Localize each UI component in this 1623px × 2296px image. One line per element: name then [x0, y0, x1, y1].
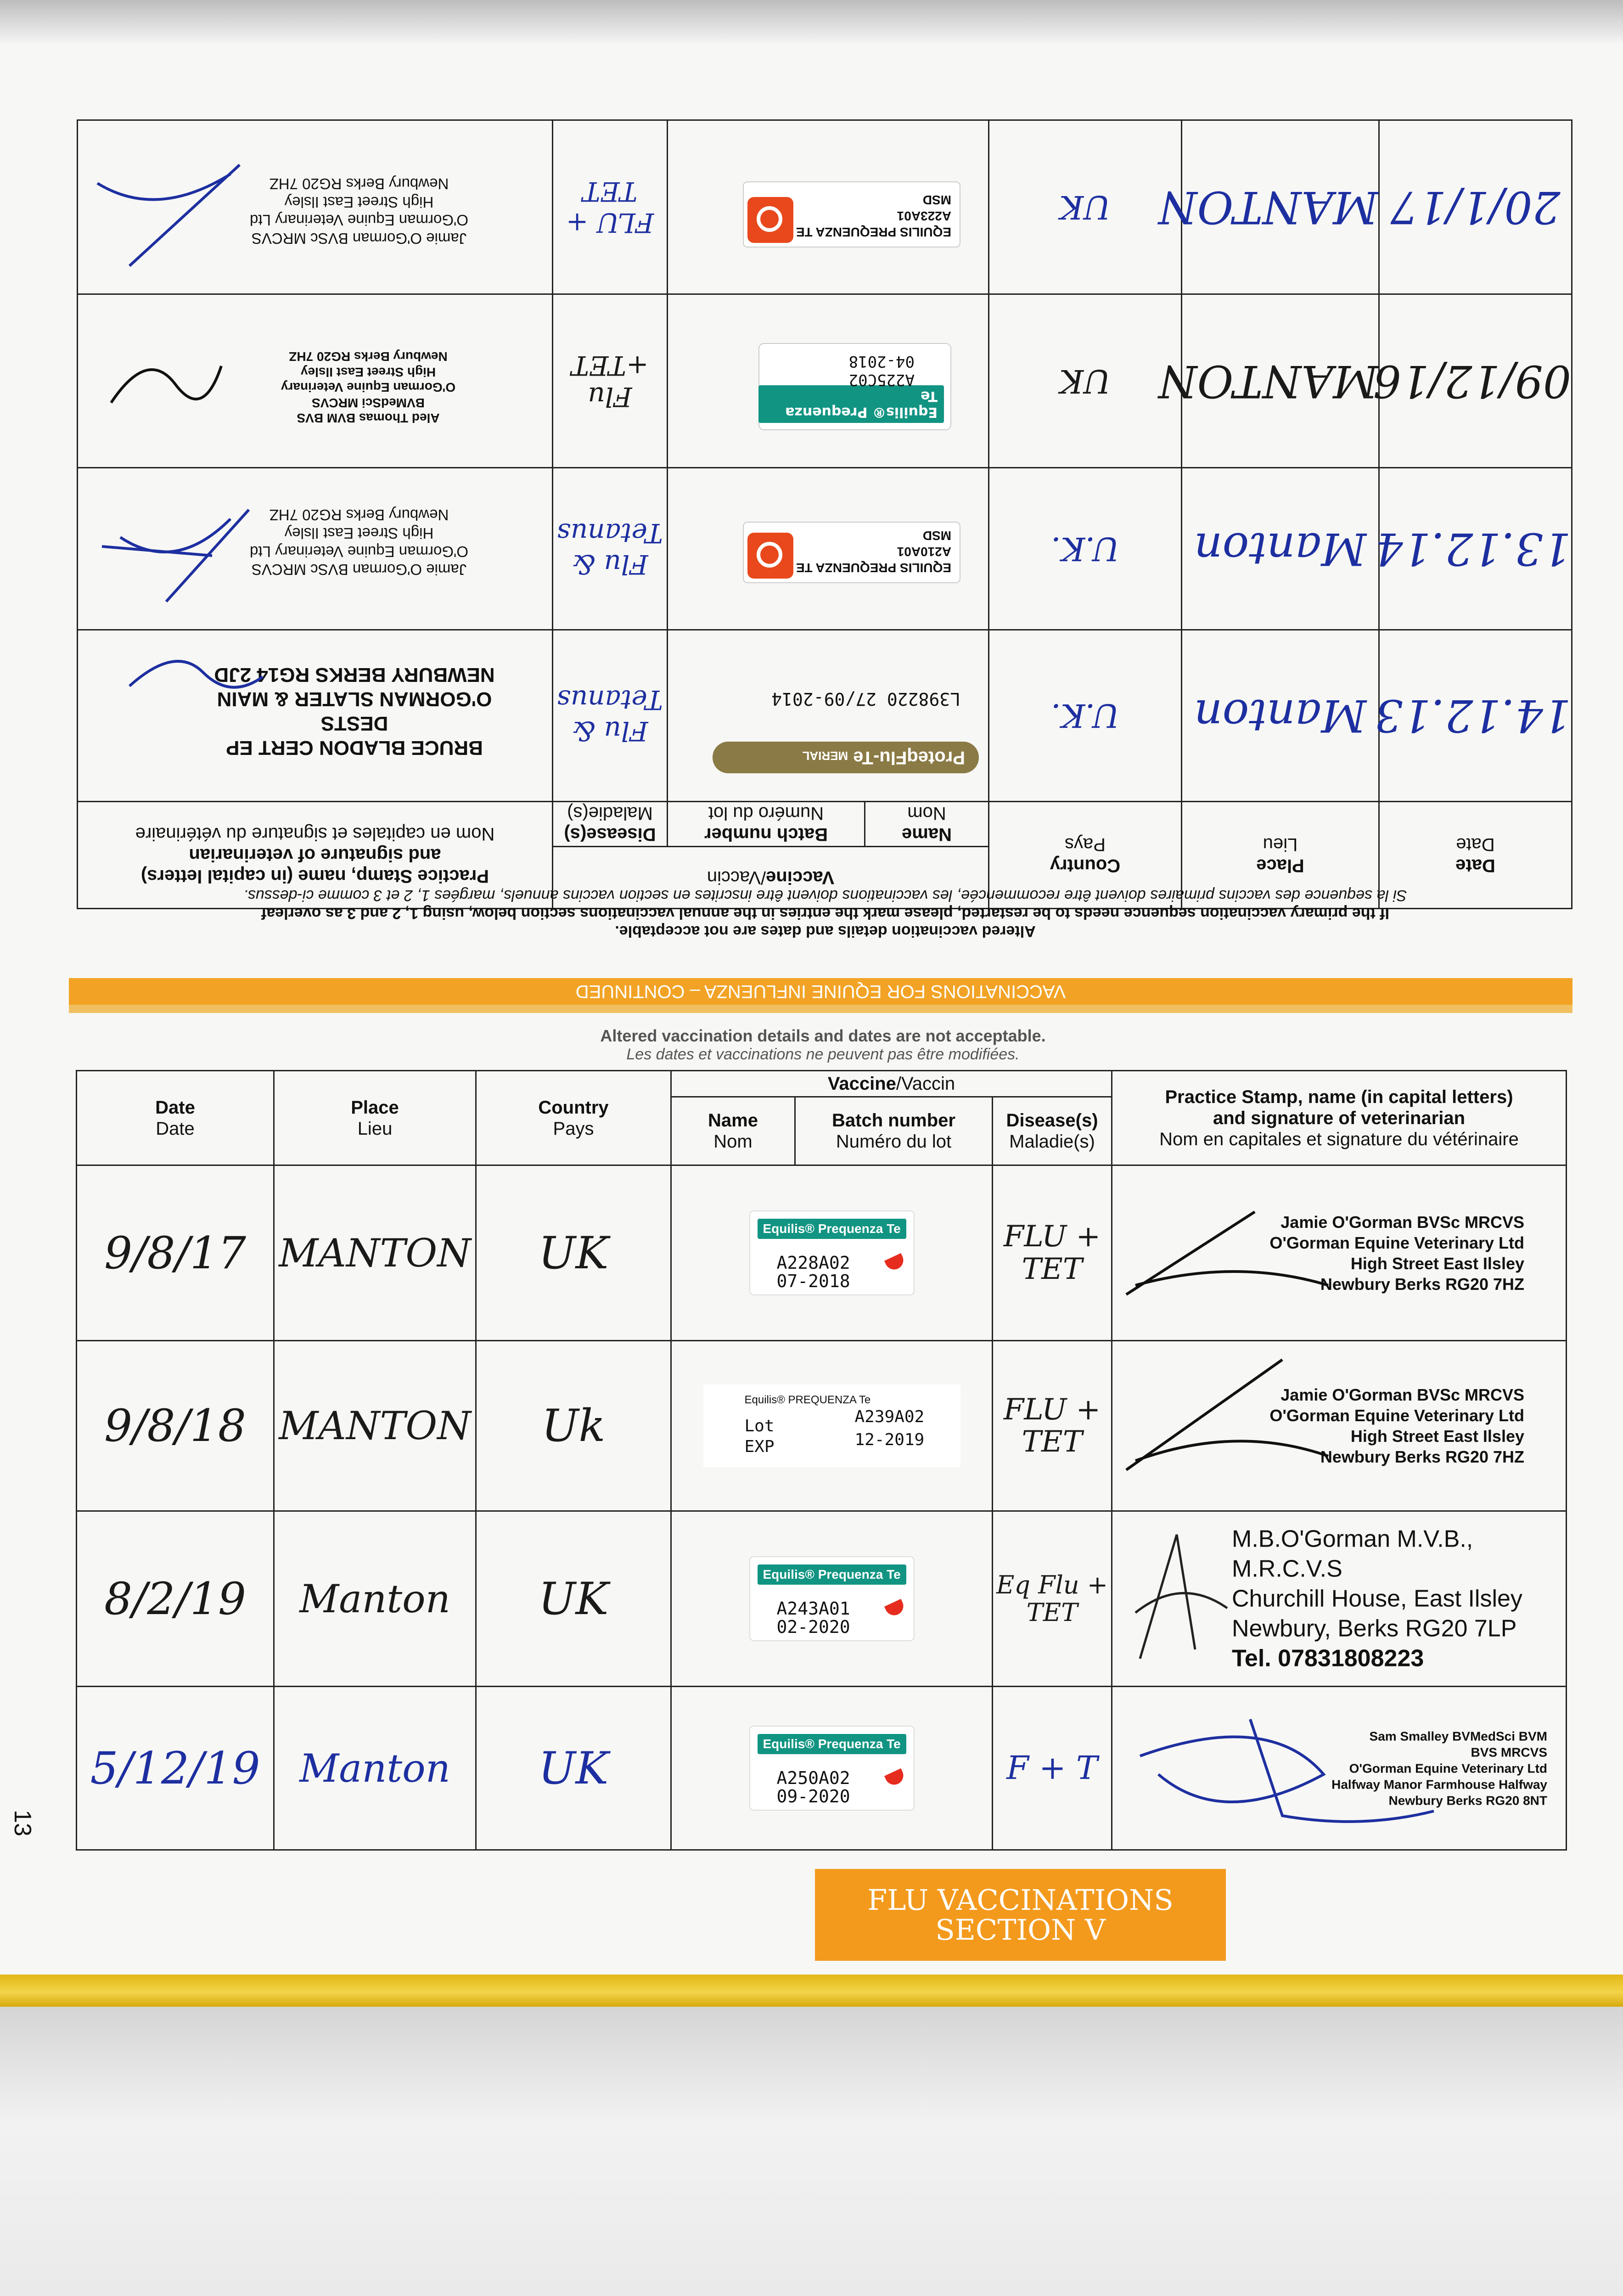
- stamp-cell: [1112, 1687, 1567, 1850]
- header-name: Name Nom: [865, 801, 989, 847]
- date-cell: 9/8/18: [77, 1341, 274, 1511]
- equilis-sticker: Equilis® Prequenza Te A250A02 09-2020: [749, 1726, 915, 1811]
- vet-stamp: Jamie O'Gorman BVSc MRCVS O'Gorman Equine Veterinary Ltd High Street East Ilsley Newbury Berks RG20 7HZ: [1269, 1385, 1524, 1467]
- stamp-cell: [78, 120, 553, 294]
- vet-stamp: Jamie O'Gorman BVSc MRCVS O'Gorman Equine Veterinary Ltd High Street East Ilsley Newbury Berks RG20 7HZ: [250, 506, 468, 579]
- header-vaccine: Vaccine/Vaccin: [671, 1071, 1112, 1097]
- disease-cell: Flu & Tetanus: [553, 468, 668, 630]
- table-row: [77, 1165, 1567, 1341]
- stamp-cell: [1112, 1511, 1567, 1687]
- equilis-plain-sticker: Equilis® PREQUENZA Te Lot EXP A239A02 12-2019: [703, 1384, 960, 1467]
- header-disease: Disease(s) Maladie(s): [553, 801, 668, 847]
- country-cell: Uk: [476, 1341, 671, 1511]
- signature-mark: [93, 491, 258, 611]
- stamp-cell: [78, 294, 553, 468]
- stamp-cell: [78, 468, 553, 630]
- table-row: [78, 294, 1572, 468]
- country-cell: UK: [476, 1165, 671, 1341]
- altered-notice: Altered vaccination details and dates are not acceptable. Les dates et vaccinations ne peuvent pas être modifiées.: [600, 1026, 1046, 1063]
- place-cell: Manton: [274, 1511, 476, 1687]
- lower-vaccination-table: [76, 1070, 1566, 1851]
- vet-stamp: M.B.O'Gorman M.V.B., M.R.C.V.S Churchill House, East Ilsley Newbury, Berks RG20 7LP Tel. 07831808223: [1232, 1525, 1522, 1672]
- signature-mark: [1117, 1351, 1337, 1488]
- disease-cell: F + T: [993, 1687, 1112, 1850]
- disease-cell: Eq Flu + TET: [993, 1511, 1112, 1687]
- table-row: [77, 1687, 1567, 1850]
- vaccine-sticker-cell: [671, 1511, 993, 1687]
- vaccine-sticker-cell: [671, 1165, 993, 1341]
- header-batch: Batch number Numéro du lot: [795, 1097, 993, 1165]
- signature-mark: [120, 649, 267, 704]
- header-place: Place Lieu: [274, 1071, 476, 1165]
- disease-cell: FLU + TET: [993, 1341, 1112, 1511]
- header-disease: Disease(s) Maladie(s): [993, 1097, 1112, 1165]
- equilis-sticker: Equilis® Prequenza Te A243A01 02-2020: [749, 1556, 915, 1641]
- signature-mark: [1122, 1521, 1241, 1672]
- country-cell: UK: [989, 120, 1182, 294]
- page-top-edge: [0, 0, 1623, 44]
- header-vaccine: Vaccine/Vaccin: [553, 847, 989, 909]
- signature-mark: [93, 338, 230, 439]
- header-place: Place Lieu: [1182, 801, 1379, 908]
- vaccine-sticker-cell: [671, 1341, 993, 1511]
- vet-stamp: BRUCE BLADON CERT EP DESTS O'GORMAN SLATER & MAIN NEWBURY BERKS RG14 2JD: [214, 664, 495, 759]
- section-title: FLU VACCINATIONS SECTION V: [815, 1869, 1226, 1961]
- country-cell: UK: [476, 1687, 671, 1850]
- sticker-tab-icon: [884, 1599, 906, 1618]
- table-row: [78, 630, 1572, 801]
- header-date: Date Date: [77, 1071, 274, 1165]
- equilis-sticker: Equilis® Prequenza Te A228A02 07-2018: [749, 1210, 915, 1295]
- header-country: Country Pays: [989, 801, 1182, 908]
- vaccine-sticker-cell: [668, 120, 989, 294]
- vet-stamp: Jamie O'Gorman BVSc MRCVS O'Gorman Equine Veterinary Ltd High Street East Ilsley Newbury Berks RG20 7HZ: [1269, 1212, 1524, 1294]
- msd-logo-icon: [747, 533, 793, 579]
- date-cell: 09/12/16: [1379, 294, 1572, 468]
- date-cell: 8/2/19: [77, 1511, 274, 1687]
- disease-cell: FLU + TET: [553, 120, 668, 294]
- section-strip: VACCINATIONS FOR EQUINE INFLUENZA – CONTINUED: [69, 978, 1572, 1005]
- equilis-sticker: Equilis® Prequenza Te A225C02 04-2018: [758, 343, 951, 430]
- vaccine-sticker-cell: [671, 1687, 993, 1850]
- vet-stamp: Aled Thomas BVM BVS BVMedSci MRCVS O'Gorman Equine Veterinary High Street East Ilsley Newbury Berks RG20 7HZ: [281, 349, 456, 426]
- date-cell: 5/12/19: [77, 1687, 274, 1850]
- header-stamp: Practice Stamp, name (in capital letters) and signature of veterinarian Nom en capitales et signature du vétérinaire: [1112, 1071, 1567, 1165]
- disease-cell: FLU + TET: [993, 1165, 1112, 1341]
- proteqflu-sticker: ProteqFlu-Te MERIAL: [713, 742, 979, 773]
- date-cell: 13.12.14: [1379, 468, 1572, 630]
- booklet-edge: [0, 1975, 1623, 2007]
- place-cell: MANTON: [1182, 294, 1379, 468]
- header-name: Name Nom: [671, 1097, 795, 1165]
- header-date: Date Date: [1379, 801, 1572, 908]
- msd-sticker: EQUILIS PREQUENZA TE A223A01 MSD: [743, 181, 960, 248]
- vet-stamp: Jamie O'Gorman BVSc MRCVS O'Gorman Equine Veterinary Ltd High Street East Ilsley Newbury Berks RG20 7HZ: [250, 175, 468, 247]
- vet-stamp: Sam Smalley BVMedSci BVM BVS MRCVS O'Gorman Equine Veterinary Ltd Halfway Manor Farmhouse Halfway Newbury Berks RG20 8NT: [1331, 1729, 1547, 1808]
- scanner-background: [0, 2007, 1623, 2296]
- stamp-cell: [1112, 1165, 1567, 1341]
- date-cell: 9/8/17: [77, 1165, 274, 1341]
- place-cell: Manton: [274, 1687, 476, 1850]
- section-strip-shadow: [69, 1005, 1572, 1013]
- batch-label: L398220 27/09-2014: [771, 688, 960, 709]
- signature-mark: [1117, 1193, 1337, 1313]
- place-cell: Manton: [1182, 468, 1379, 630]
- stamp-cell: [78, 630, 553, 801]
- disease-cell: Flu +TET: [553, 294, 668, 468]
- date-cell: 14.12.13: [1379, 630, 1572, 801]
- table-row: [78, 468, 1572, 630]
- vaccine-sticker-cell: [668, 294, 989, 468]
- header-stamp: Practice Stamp, name (in capital letters) and signature of veterinarian Nom en capitales et signature du vétérinaire: [78, 801, 553, 908]
- country-cell: U.K.: [989, 630, 1182, 801]
- header-batch: Batch number Numéro du lot: [668, 801, 865, 847]
- header-country: Country Pays: [476, 1071, 671, 1165]
- disease-cell: Flu & Tetanus: [553, 630, 668, 801]
- place-cell: MANTON: [274, 1165, 476, 1341]
- page-number: 13: [9, 1810, 36, 1836]
- place-cell: Manton: [1182, 630, 1379, 801]
- signature-mark: [84, 146, 249, 275]
- msd-logo-icon: [747, 197, 793, 243]
- country-cell: UK: [476, 1511, 671, 1687]
- sticker-tab-icon: [884, 1768, 906, 1788]
- country-cell: UK: [989, 294, 1182, 468]
- country-cell: U.K.: [989, 468, 1182, 630]
- signature-mark: [1131, 1701, 1452, 1834]
- table-row: [77, 1511, 1567, 1687]
- place-cell: MANTON: [274, 1341, 476, 1511]
- table-row: [77, 1341, 1567, 1511]
- sticker-tab-icon: [884, 1253, 906, 1272]
- vaccine-sticker-cell: [668, 468, 989, 630]
- restart-instructions: Altered vaccination details and dates are not acceptable. If the primary vaccination sequence needs to be restarted, please mark the entries in the annual vaccinations section below, using 1, 2 and 3 as overleaf Si la sequence des vaccins primaires doivent être recommencée, les vaccinations doivent être inscrites en section vaccins annuels, margées 1, 2 et 3 comme ci-dessus.: [243, 887, 1407, 940]
- place-cell: MANTON: [1182, 120, 1379, 294]
- stamp-cell: [1112, 1341, 1567, 1511]
- vaccine-sticker-cell: [668, 630, 989, 801]
- table-row: [78, 120, 1572, 294]
- upper-vaccination-table: [78, 119, 1572, 909]
- date-cell: 20/1/17: [1379, 120, 1572, 294]
- msd-sticker: EQUILIS PREQUENZA TE A210A01 MSD: [743, 522, 960, 583]
